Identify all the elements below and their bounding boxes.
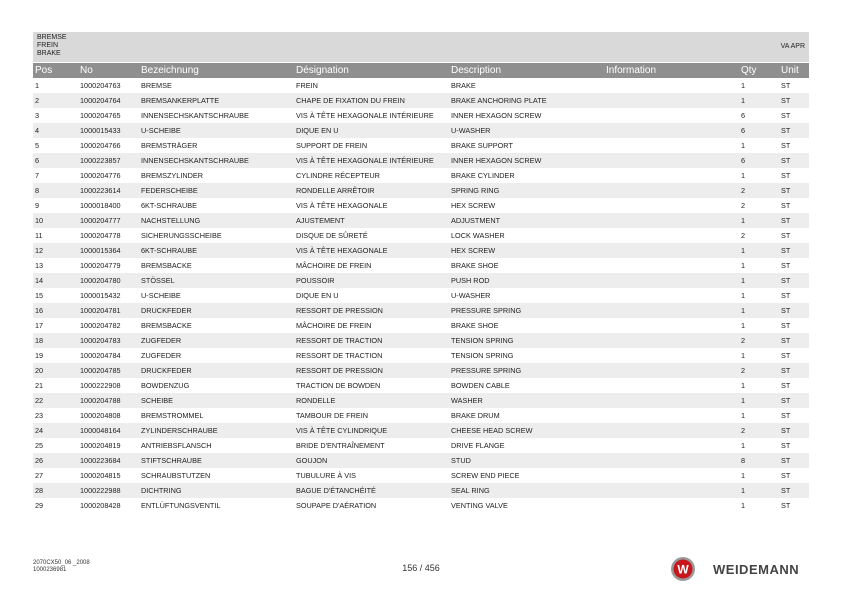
cell-unit: ST [781, 381, 791, 390]
cell-designation: RONDELLE [294, 393, 449, 408]
cell-designation: VIS À TÊTE HEXAGONALE [296, 201, 388, 210]
cell-bezeichnung: SCHRAUBSTUTZEN [141, 471, 211, 480]
table-row [33, 78, 809, 93]
cell-description: HEX SCREW [451, 201, 496, 210]
cell-information [604, 93, 739, 108]
section-title-fr: FREIN [37, 42, 58, 49]
cell-part-number: 1000208428 [80, 501, 121, 510]
cell-description: PRESSURE SPRING [449, 303, 604, 318]
column-header-information: Information [604, 63, 739, 78]
section-header [33, 32, 809, 62]
cell-bezeichnung: DRUCKFEDER [139, 363, 294, 378]
cell-designation: RESSORT DE TRACTION [294, 333, 449, 348]
cell-bezeichnung: BREMSANKERPLATTE [139, 93, 294, 108]
cell-pos: 3 [35, 111, 40, 120]
cell-qty: 1 [741, 261, 746, 270]
cell-information [604, 468, 739, 483]
cell-pos: 16 [33, 303, 78, 318]
table-row [33, 108, 809, 123]
cell-unit: ST [781, 411, 791, 420]
cell-information [604, 273, 739, 288]
cell-part-number: 1000048164 [78, 423, 139, 438]
cell-qty: 2 [739, 333, 779, 348]
cell-description: U-WASHER [449, 123, 604, 138]
table-row [33, 483, 809, 498]
cell-pos: 12 [33, 243, 78, 258]
cell-information [604, 213, 739, 228]
cell-description: ADJUSTMENT [449, 213, 604, 228]
cell-designation: VIS À TÊTE HEXAGONALE [294, 243, 449, 258]
cell-bezeichnung: BREMSE [141, 81, 172, 90]
cell-pos: 19 [35, 351, 44, 360]
cell-bezeichnung: SICHERUNGSSCHEIBE [141, 231, 222, 240]
cell-qty: 1 [741, 351, 746, 360]
cell-part-number: 1000204776 [80, 171, 121, 180]
table-row [33, 363, 809, 378]
table-row [33, 348, 809, 363]
cell-description: PUSH ROD [449, 273, 604, 288]
cell-information [604, 333, 739, 348]
table-row [33, 243, 809, 258]
cell-information [604, 198, 739, 213]
column-header-unit: Unit [779, 63, 809, 78]
cell-part-number: 1000204764 [78, 93, 139, 108]
cell-part-number: 1000015432 [80, 291, 121, 300]
cell-description: BRAKE DRUM [451, 411, 500, 420]
table-row [33, 333, 809, 348]
cell-qty: 8 [739, 453, 779, 468]
cell-qty: 2 [739, 363, 779, 378]
cell-information [604, 393, 739, 408]
cell-information [604, 483, 739, 498]
table-row [33, 318, 809, 333]
column-header-pos: Pos [33, 63, 78, 78]
logo-letter: W [677, 562, 689, 577]
cell-bezeichnung: U-SCHEIBE [139, 123, 294, 138]
cell-description: TENSION SPRING [451, 351, 514, 360]
cell-designation: VIS À TÊTE HEXAGONALE INTÉRIEURE [296, 111, 434, 120]
cell-bezeichnung: BOWDENZUG [141, 381, 190, 390]
cell-pos: 28 [33, 483, 78, 498]
cell-description: INNER HEXAGON SCREW [451, 111, 542, 120]
cell-information [604, 348, 739, 363]
table-row [33, 438, 809, 453]
table-row [33, 288, 809, 303]
cell-pos: 20 [33, 363, 78, 378]
cell-unit: ST [779, 393, 809, 408]
cell-part-number: 1000015433 [78, 123, 139, 138]
cell-qty: 2 [741, 231, 746, 240]
cell-designation: SOUPAPE D'AÉRATION [296, 501, 377, 510]
cell-bezeichnung: FEDERSCHEIBE [139, 183, 294, 198]
cell-information [604, 408, 739, 423]
cell-qty: 2 [739, 423, 779, 438]
cell-pos: 23 [35, 411, 44, 420]
table-row [33, 378, 809, 393]
cell-part-number: 1000204778 [80, 231, 121, 240]
cell-description: STUD [449, 453, 604, 468]
parts-table-body [33, 78, 809, 513]
cell-description: BRAKE CYLINDER [451, 171, 515, 180]
cell-pos: 17 [35, 321, 44, 330]
cell-bezeichnung: NACHSTELLUNG [139, 213, 294, 228]
document-number: 1000236981 [33, 567, 67, 573]
cell-unit: ST [779, 213, 809, 228]
cell-unit: ST [779, 303, 809, 318]
document-code: 2070CX50_06 _2008 [33, 560, 90, 566]
cell-unit: ST [779, 183, 809, 198]
cell-pos: 6 [33, 153, 78, 168]
cell-pos: 29 [35, 501, 44, 510]
cell-designation: DIQUE EN U [294, 123, 449, 138]
table-row [33, 153, 809, 168]
cell-unit: ST [781, 471, 791, 480]
cell-unit: ST [781, 441, 791, 450]
section-title-de: BREMSE [37, 34, 67, 41]
cell-unit: ST [779, 243, 809, 258]
cell-information [604, 303, 739, 318]
cell-description: BRAKE SHOE [451, 261, 499, 270]
cell-part-number: 1000223614 [78, 183, 139, 198]
cell-designation: TRACTION DE BOWDEN [296, 381, 381, 390]
table-row [33, 183, 809, 198]
cell-unit: ST [779, 483, 809, 498]
cell-bezeichnung: U-SCHEIBE [141, 291, 181, 300]
cell-pos: 18 [33, 333, 78, 348]
cell-pos: 8 [33, 183, 78, 198]
cell-qty: 2 [741, 201, 746, 210]
column-header-qty: Qty [739, 63, 779, 78]
cell-pos: 27 [35, 471, 44, 480]
cell-pos: 4 [33, 123, 78, 138]
table-row [33, 123, 809, 138]
cell-designation: BRIDE D'ENTRAÎNEMENT [296, 441, 385, 450]
cell-unit: ST [779, 333, 809, 348]
cell-bezeichnung: ANTRIEBSFLANSCH [141, 441, 212, 450]
parts-table [33, 63, 809, 513]
cell-part-number: 1000222988 [78, 483, 139, 498]
cell-information [604, 123, 739, 138]
cell-information [604, 138, 739, 153]
cell-bezeichnung: ZUGFEDER [141, 351, 182, 360]
cell-description: SEAL RING [449, 483, 604, 498]
cell-information [604, 108, 739, 123]
cell-bezeichnung: BREMSBACKE [141, 321, 192, 330]
cell-bezeichnung: BREMSTRÄGER [141, 141, 198, 150]
cell-information [604, 423, 739, 438]
cell-designation: RESSORT DE TRACTION [296, 351, 383, 360]
cell-information [604, 78, 739, 93]
cell-description: HEX SCREW [449, 243, 604, 258]
cell-unit: ST [781, 501, 791, 510]
cell-qty: 6 [739, 153, 779, 168]
cell-unit: ST [781, 111, 791, 120]
table-row [33, 453, 809, 468]
brand-logo [670, 556, 810, 582]
table-row [33, 198, 809, 213]
cell-unit: ST [781, 231, 791, 240]
cell-description: VENTING VALVE [451, 501, 508, 510]
cell-designation: BAGUE D'ÉTANCHÉITÉ [294, 483, 449, 498]
cell-bezeichnung: INNENSECHSKANTSCHRAUBE [141, 111, 249, 120]
cell-designation: AJUSTEMENT [294, 213, 449, 228]
section-code: VA APR [780, 43, 805, 50]
cell-bezeichnung: STIFTSCHRAUBE [139, 453, 294, 468]
table-row [33, 303, 809, 318]
cell-pos: 7 [35, 171, 40, 180]
cell-qty: 1 [739, 303, 779, 318]
cell-bezeichnung: BREMSTROMMEL [141, 411, 204, 420]
cell-information [604, 243, 739, 258]
cell-unit: ST [781, 81, 791, 90]
cell-qty: 1 [741, 321, 746, 330]
cell-qty: 1 [739, 483, 779, 498]
cell-part-number: 1000223684 [78, 453, 139, 468]
cell-pos: 2 [33, 93, 78, 108]
section-title-en: BRAKE [37, 50, 61, 57]
cell-qty: 1 [739, 93, 779, 108]
cell-unit: ST [779, 153, 809, 168]
cell-designation: CYLINDRE RÉCEPTEUR [296, 171, 380, 180]
column-header-no: No [78, 63, 139, 78]
cell-unit: ST [781, 321, 791, 330]
cell-designation: MÂCHOIRE DE FREIN [296, 321, 372, 330]
cell-qty: 1 [741, 171, 746, 180]
cell-description: BRAKE [451, 81, 476, 90]
cell-qty: 1 [739, 393, 779, 408]
cell-bezeichnung: ZUGFEDER [139, 333, 294, 348]
cell-part-number: 1000018400 [80, 201, 121, 210]
cell-pos: 5 [35, 141, 40, 150]
cell-bezeichnung: ENTLÜFTUNGSVENTIL [141, 501, 221, 510]
cell-qty: 1 [739, 273, 779, 288]
table-row [33, 168, 809, 183]
cell-qty: 1 [741, 441, 746, 450]
cell-bezeichnung: SCHEIBE [139, 393, 294, 408]
cell-pos: 11 [35, 231, 43, 240]
cell-unit: ST [781, 351, 791, 360]
cell-designation: VIS À TÊTE HEXAGONALE INTÉRIEURE [294, 153, 449, 168]
cell-designation: DISQUE DE SÛRETÉ [296, 231, 368, 240]
table-row [33, 498, 809, 513]
cell-designation: VIS À TÊTE CYLINDRIQUE [294, 423, 449, 438]
cell-information [604, 363, 739, 378]
cell-pos: 1 [35, 81, 40, 90]
cell-part-number: 1000204781 [78, 303, 139, 318]
cell-designation: POUSSOIR [294, 273, 449, 288]
cell-description: SCREW END PIECE [451, 471, 520, 480]
cell-bezeichnung: INNENSECHSKANTSCHRAUBE [139, 153, 294, 168]
cell-designation: TAMBOUR DE FREIN [296, 411, 369, 420]
cell-unit: ST [779, 363, 809, 378]
cell-pos: 15 [35, 291, 44, 300]
cell-information [604, 183, 739, 198]
cell-qty: 1 [741, 471, 746, 480]
cell-designation: SUPPORT DE FREIN [296, 141, 368, 150]
cell-unit: ST [779, 123, 809, 138]
cell-qty: 1 [741, 411, 746, 420]
section-title [37, 34, 67, 58]
cell-qty: 1 [741, 141, 746, 150]
cell-unit: ST [781, 261, 791, 270]
cell-unit: ST [781, 201, 791, 210]
cell-part-number: 1000204777 [78, 213, 139, 228]
cell-designation: CHAPE DE FIXATION DU FREIN [294, 93, 449, 108]
cell-bezeichnung: 6KT-SCHRAUBE [141, 201, 197, 210]
cell-designation: TUBULURE À VIS [296, 471, 357, 480]
table-row [33, 468, 809, 483]
cell-part-number: 1000204819 [80, 441, 121, 450]
cell-part-number: 1000204788 [78, 393, 139, 408]
cell-part-number: 1000204779 [80, 261, 121, 270]
cell-pos: 21 [35, 381, 44, 390]
cell-qty: 1 [741, 291, 746, 300]
cell-description: PRESSURE SPRING [449, 363, 604, 378]
cell-unit: ST [781, 291, 791, 300]
cell-part-number: 1000223857 [78, 153, 139, 168]
table-row [33, 393, 809, 408]
table-header-row [33, 63, 809, 78]
cell-information [604, 438, 739, 453]
cell-pos: 26 [33, 453, 78, 468]
cell-description: BRAKE SHOE [451, 321, 499, 330]
table-row [33, 408, 809, 423]
cell-description: SPRING RING [449, 183, 604, 198]
cell-part-number: 1000222908 [80, 381, 121, 390]
cell-information [604, 153, 739, 168]
cell-designation: RESSORT DE PRESSION [294, 363, 449, 378]
cell-qty: 1 [739, 243, 779, 258]
cell-part-number: 1000204765 [80, 111, 121, 120]
cell-information [604, 288, 739, 303]
weidemann-logo-icon [670, 556, 696, 582]
cell-bezeichnung: STÖSSEL [139, 273, 294, 288]
cell-description: TENSION SPRING [449, 333, 604, 348]
cell-designation: GOUJON [294, 453, 449, 468]
table-row [33, 228, 809, 243]
cell-pos: 22 [33, 393, 78, 408]
cell-information [604, 318, 739, 333]
cell-information [604, 228, 739, 243]
cell-qty: 6 [739, 123, 779, 138]
cell-designation: MÂCHOIRE DE FREIN [296, 261, 372, 270]
cell-information [604, 258, 739, 273]
cell-unit: ST [781, 171, 791, 180]
cell-description: LOCK WASHER [451, 231, 505, 240]
cell-qty: 1 [739, 213, 779, 228]
cell-part-number: 1000015364 [78, 243, 139, 258]
cell-part-number: 1000204815 [80, 471, 121, 480]
cell-pos: 10 [33, 213, 78, 228]
cell-description: INNER HEXAGON SCREW [449, 153, 604, 168]
cell-part-number: 1000204780 [78, 273, 139, 288]
table-row [33, 258, 809, 273]
cell-unit: ST [781, 141, 791, 150]
cell-bezeichnung: BREMSBACKE [141, 261, 192, 270]
cell-unit: ST [779, 453, 809, 468]
cell-description: BRAKE SUPPORT [451, 141, 513, 150]
cell-bezeichnung: DRUCKFEDER [139, 303, 294, 318]
cell-description: BRAKE ANCHORING PLATE [449, 93, 604, 108]
cell-pos: 25 [35, 441, 44, 450]
page-number: 156 / 456 [402, 563, 440, 573]
cell-qty: 6 [741, 111, 746, 120]
cell-pos: 14 [33, 273, 78, 288]
cell-description: BOWDEN CABLE [451, 381, 510, 390]
cell-unit: ST [779, 273, 809, 288]
column-header-bezeichnung: Bezeichnung [139, 63, 294, 78]
cell-designation: RONDELLE ARRÊTOIR [294, 183, 449, 198]
cell-bezeichnung: BREMSZYLINDER [141, 171, 204, 180]
table-row [33, 138, 809, 153]
cell-unit: ST [779, 93, 809, 108]
cell-information [604, 378, 739, 393]
cell-description: WASHER [449, 393, 604, 408]
table-row [33, 423, 809, 438]
cell-part-number: 1000204785 [78, 363, 139, 378]
cell-information [604, 453, 739, 468]
cell-bezeichnung: 6KT-SCHRAUBE [139, 243, 294, 258]
cell-pos: 9 [35, 201, 40, 210]
cell-part-number: 1000204782 [80, 321, 121, 330]
cell-part-number: 1000204763 [80, 81, 121, 90]
cell-information [604, 168, 739, 183]
cell-description: U-WASHER [451, 291, 491, 300]
table-row [33, 273, 809, 288]
table-row [33, 213, 809, 228]
cell-information [604, 498, 739, 513]
cell-pos: 13 [35, 261, 44, 270]
column-header-description: Description [449, 63, 604, 78]
cell-qty: 2 [739, 183, 779, 198]
cell-qty: 1 [741, 501, 746, 510]
cell-part-number: 1000204766 [80, 141, 121, 150]
table-row [33, 93, 809, 108]
brand-name: WEIDEMANN [713, 562, 800, 577]
cell-bezeichnung: ZYLINDERSCHRAUBE [139, 423, 294, 438]
cell-part-number: 1000204784 [80, 351, 121, 360]
cell-part-number: 1000204808 [80, 411, 121, 420]
cell-part-number: 1000204783 [78, 333, 139, 348]
cell-qty: 1 [741, 381, 746, 390]
cell-bezeichnung: DICHTRING [139, 483, 294, 498]
cell-designation: DIQUE EN U [296, 291, 339, 300]
cell-qty: 1 [741, 81, 746, 90]
cell-designation: FREIN [296, 81, 318, 90]
cell-designation: RESSORT DE PRESSION [294, 303, 449, 318]
cell-description: DRIVE FLANGE [451, 441, 505, 450]
cell-unit: ST [779, 423, 809, 438]
cell-pos: 24 [33, 423, 78, 438]
cell-description: CHEESE HEAD SCREW [449, 423, 604, 438]
column-header-designation: Désignation [294, 63, 449, 78]
